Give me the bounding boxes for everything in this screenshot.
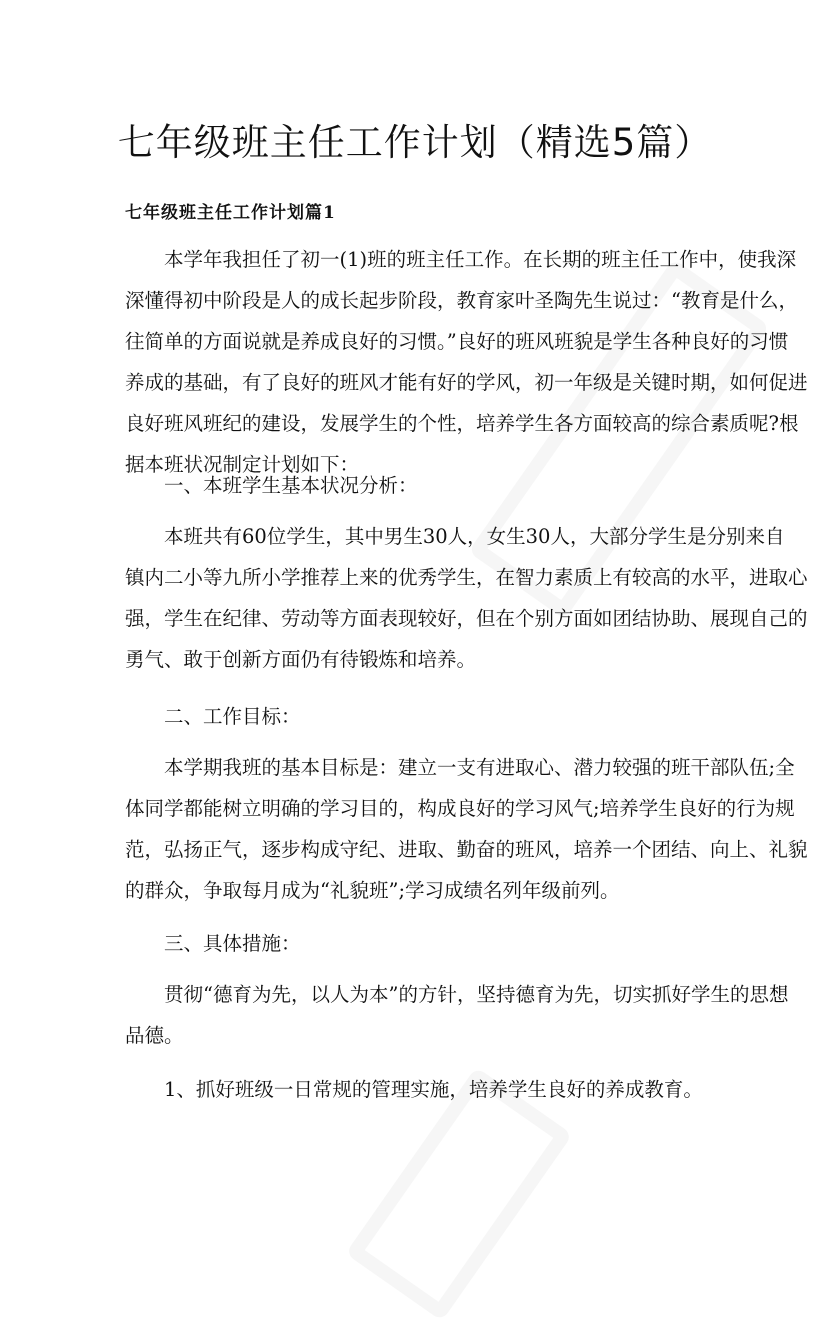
- text-line: 往简单的方面说就是养成良好的习惯。”良好的班风班貌是学生各种良好的习惯: [125, 330, 789, 353]
- section-1-heading: [125, 465, 710, 506]
- text-line: 贯彻“德育为先，以人为本”的方针，坚持德育为先，切实抓好学生的思想: [164, 983, 789, 1006]
- text-line: 二、工作目标：: [164, 705, 301, 728]
- section-3-heading: [125, 923, 710, 964]
- text-line: 良好班风班纪的建设，发展学生的个性，培养学生各方面较高的综合素质呢?根: [125, 412, 799, 435]
- text-line: 深懂得初中阶段是人的成长起步阶段，教育家叶圣陶先生说过：“教育是什么，: [125, 289, 798, 312]
- paragraph-class-analysis: [125, 516, 808, 680]
- text-line: 范，弘扬正气，逐步构成守纪、进取、勤奋的班风，培养一个团结、向上、礼貌: [125, 838, 808, 861]
- text-line: 镇内二小等九所小学推荐上来的优秀学生，在智力素质上有较高的水平，进取心: [125, 566, 808, 589]
- text-line: 体同学都能树立明确的学习目的，构成良好的学习风气;培养学生良好的行为规: [125, 797, 795, 820]
- section-2-heading: [125, 696, 710, 737]
- paragraph-goals: [125, 747, 808, 911]
- text-line: 的群众，争取每月成为“礼貌班”;学习成绩名列年级前列。: [125, 879, 620, 902]
- text-line: 勇气、敢于创新方面仍有待锻炼和培养。: [125, 648, 477, 671]
- paragraph-measures: [125, 974, 789, 1056]
- text-line: 本班共有60位学生，其中男生30人，女生30人，大部分学生是分别来自: [164, 525, 785, 548]
- text-line: 本学年我担任了初一(1)班的班主任工作。在长期的班主任工作中，使我深: [164, 248, 797, 271]
- text-line: 养成的基础，有了良好的班风才能有好的学风，初一年级是关键时期，如何促进: [125, 371, 808, 394]
- paragraph-intro: [125, 239, 808, 485]
- text-line: 三、具体措施：: [164, 932, 301, 955]
- text-line: 一、本班学生基本状况分析：: [164, 474, 418, 497]
- measure-item-1: [125, 1069, 710, 1110]
- text-line: 1、抓好班级一日常规的管理实施，培养学生良好的养成教育。: [164, 1078, 703, 1101]
- text-line: 强，学生在纪律、劳动等方面表现较好，但在个别方面如团结协助、展现自己的: [125, 607, 808, 630]
- text-line: 据本班状况制定计划如下：: [125, 453, 360, 476]
- text-line: 品德。: [125, 1024, 184, 1047]
- text-line: 本学期我班的基本目标是：建立一支有进取心、潜力较强的班干部队伍;全: [164, 756, 795, 779]
- document-title: 七年级班主任工作计划（精选5篇）: [117, 121, 713, 164]
- section-heading: 七年级班主任工作计划篇1: [125, 203, 336, 223]
